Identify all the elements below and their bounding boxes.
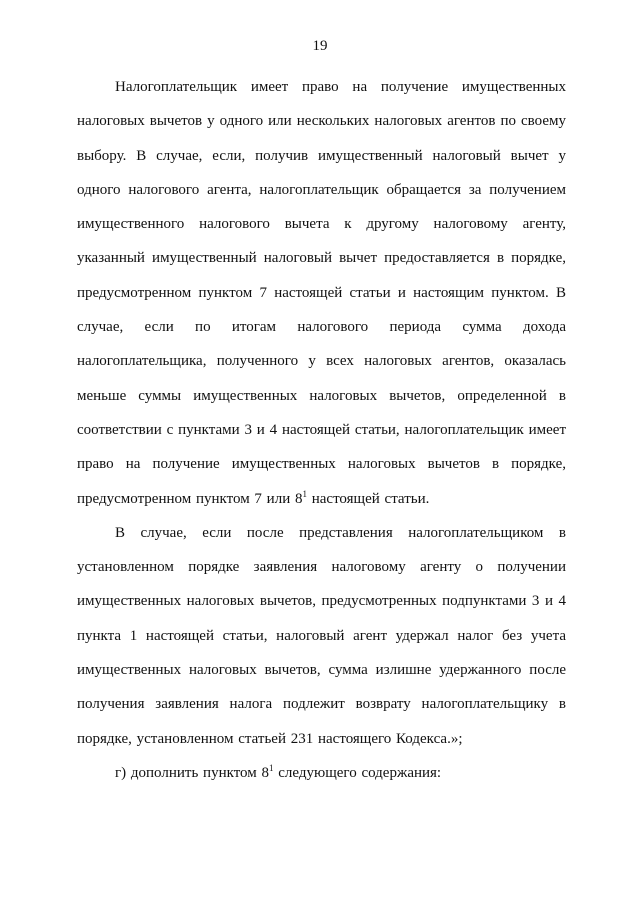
text-line: выбору. В случае, если, получив имущественный налоговый вычет у xyxy=(77,147,566,164)
paragraph-deduction-right xyxy=(77,70,566,516)
text-line: указанный имущественный налоговый вычет предоставляется в порядке, xyxy=(77,250,566,267)
text-line: имущественных налоговых вычетов, сумма излишне удержанного после xyxy=(77,662,566,679)
text-line: В случае, если после представления налогоплательщиком в xyxy=(115,524,566,541)
amendment-text-end: следующего содержания: xyxy=(273,764,442,781)
text-line: налогоплательщика, полученного у всех налоговых агентов, оказалась xyxy=(77,353,566,370)
page-number: 19 xyxy=(312,38,328,54)
text-line: установленном порядке заявления налоговому агенту о получении xyxy=(77,559,566,576)
amendment-superscript: 1 xyxy=(269,762,274,773)
text-line: соответствии с пунктами 3 и 4 настоящей статьи, налогоплательщик имеет xyxy=(77,421,566,438)
amendment-text-start: г) дополнить пунктом 8 xyxy=(115,764,270,781)
document-body xyxy=(77,70,566,790)
paragraph-excess-withheld xyxy=(77,516,566,756)
paragraph-amendment-intro xyxy=(77,756,566,790)
text-line: порядке, установленном статьей 231 настоящего Кодекса.»; xyxy=(77,730,463,747)
text-fragment: предусмотренном пунктом 7 или 8 xyxy=(77,490,303,507)
text-line: право на получение имущественных налоговых вычетов в порядке, xyxy=(77,456,566,473)
text-line: налоговых вычетов у одного или нескольких налоговых агентов по своему xyxy=(77,113,566,130)
text-line: предусмотренном пунктом 7 настоящей статьи и настоящим пунктом. В xyxy=(77,284,566,301)
text-line: имущественного налогового вычета к другому налоговому агенту, xyxy=(77,216,566,233)
text-line: меньше суммы имущественных налоговых вычетов, определенной в xyxy=(77,387,566,404)
text-line: Налогоплательщик имеет право на получение имущественных xyxy=(115,79,566,95)
text-line: одного налогового агента, налогоплательщик обращается за получением xyxy=(77,181,566,198)
text-line: пункта 1 настоящей статьи, налоговый агент удержал налог без учета xyxy=(77,627,566,644)
text-line: имущественных налоговых вычетов, предусмотренных подпунктами 3 и 4 xyxy=(77,593,566,610)
text-line xyxy=(77,482,566,516)
text-line: случае, если по итогам налогового периода сумма дохода xyxy=(77,319,566,336)
text-fragment: настоящей статьи. xyxy=(306,490,430,507)
point-superscript: 1 xyxy=(302,488,307,499)
text-line: получения заявления налога подлежит возврату налогоплательщику в xyxy=(77,696,566,713)
